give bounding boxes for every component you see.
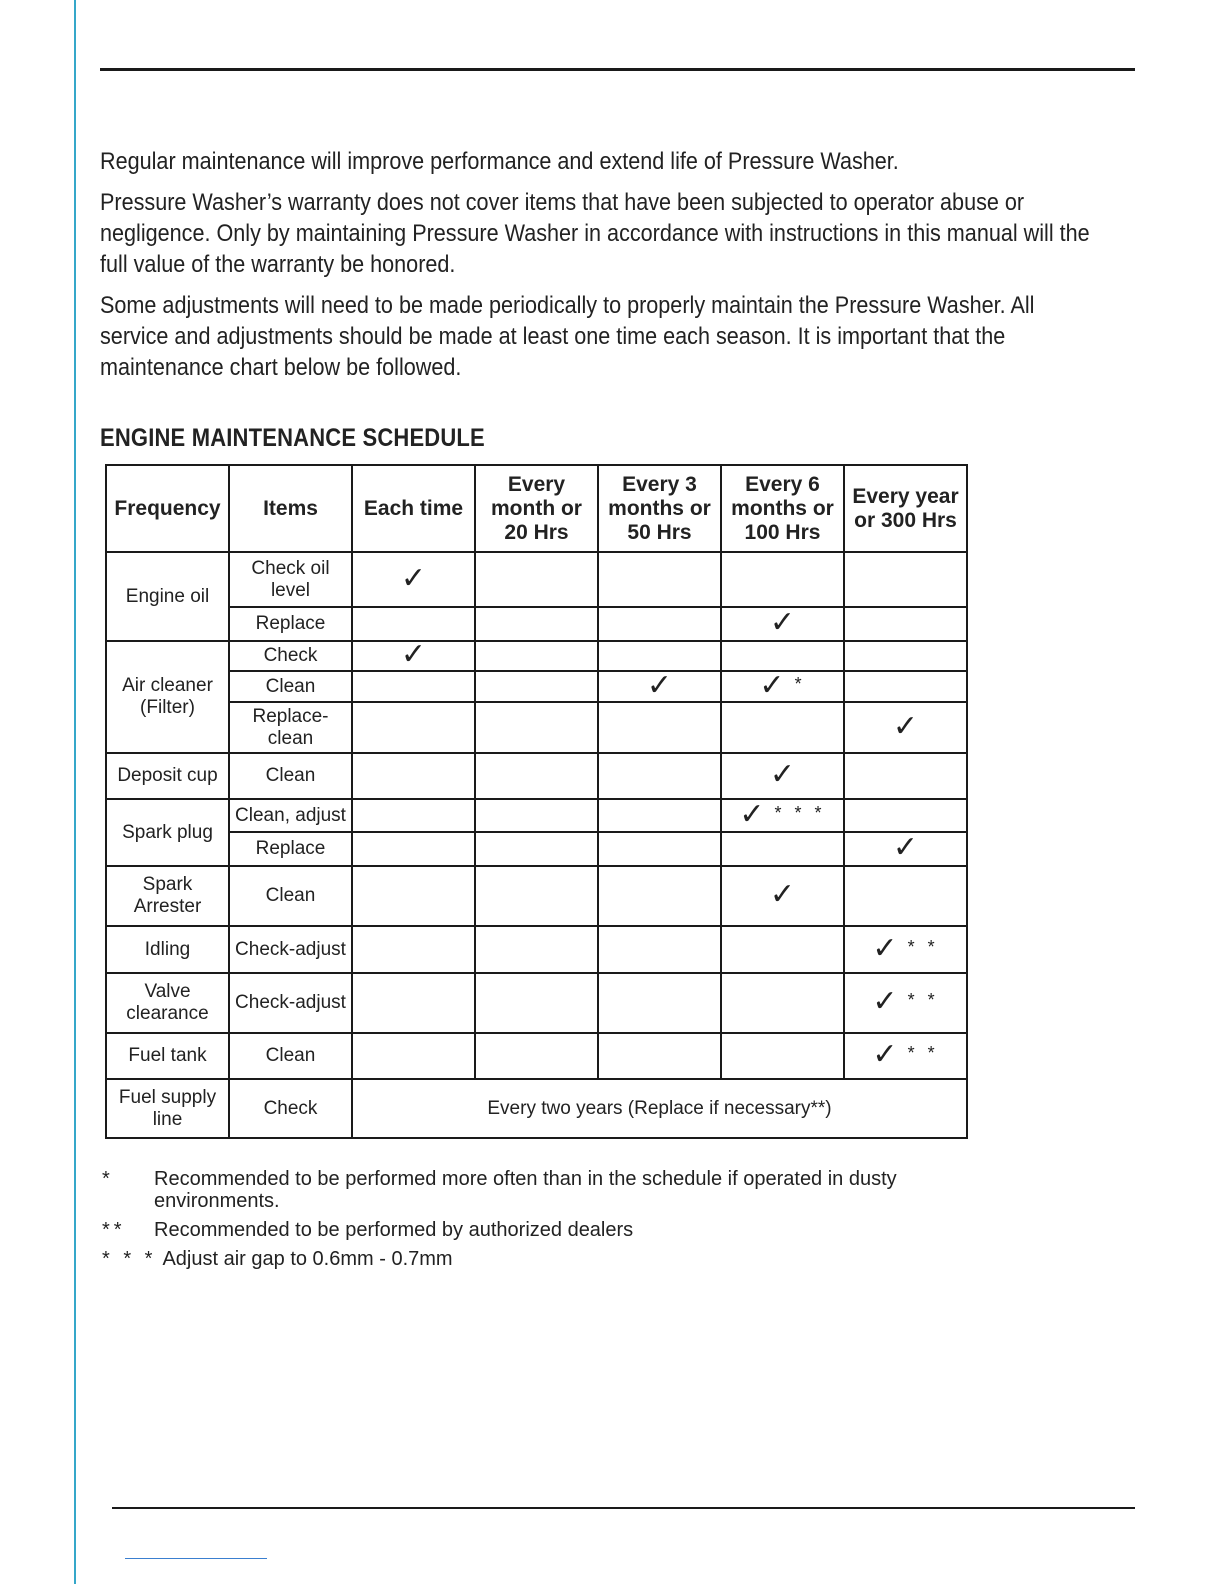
table-row	[106, 641, 967, 671]
table-row	[106, 926, 967, 973]
checkmark-icon: ✓	[892, 708, 919, 744]
check-cell	[352, 641, 475, 671]
table-row	[106, 832, 967, 866]
group-deposit-cup: Deposit cup	[106, 753, 229, 799]
checkmark-icon: ✓	[400, 560, 427, 596]
footnotes	[102, 1168, 922, 1277]
checkmark-icon: ✓	[759, 671, 785, 702]
footnote-3	[102, 1248, 922, 1270]
item-clean-adjust: Clean, adjust	[229, 799, 352, 832]
top-divider	[100, 68, 1135, 71]
item-check-oil-level: Check oil level	[229, 552, 352, 607]
check-cell	[721, 866, 844, 926]
table-row	[106, 1079, 967, 1138]
checkmark-icon: ✓	[872, 984, 898, 1019]
checkmark-icon: ✓	[739, 799, 765, 832]
check-cell	[721, 753, 844, 799]
footnote-mark-double: * *	[907, 990, 939, 1010]
group-spark-plug: Spark plug	[106, 799, 229, 866]
item-clean: Clean	[229, 753, 352, 799]
footnote-1	[102, 1168, 922, 1212]
table-row	[106, 552, 967, 607]
checkmark-icon: ✓	[769, 607, 796, 640]
bottom-divider	[112, 1507, 1135, 1509]
group-valve-clearance: Valve clearance	[106, 973, 229, 1033]
table-row	[106, 799, 967, 832]
footnote-mark-double: * *	[907, 1043, 939, 1063]
group-spark-arrester: Spark Arrester	[106, 866, 229, 926]
footnote-mark-triple: * * *	[774, 802, 826, 823]
checkmark-icon: ✓	[872, 930, 898, 966]
item-check: Check	[229, 1079, 352, 1138]
check-cell	[844, 832, 967, 866]
header-every-6-months: Every 6 months or 100 Hrs	[721, 465, 844, 552]
group-fuel-supply-line: Fuel supply line	[106, 1079, 229, 1138]
item-check: Check	[229, 641, 352, 671]
checkmark-icon: ✓	[769, 877, 796, 912]
header-each-time: Each time	[352, 465, 475, 552]
check-cell	[721, 607, 844, 641]
check-cell	[721, 671, 844, 702]
header-every-year: Every year or 300 Hrs	[844, 465, 967, 552]
header-items: Items	[229, 465, 352, 552]
left-margin-rule	[74, 0, 76, 1584]
item-replace: Replace	[229, 607, 352, 641]
group-air-cleaner: Air cleaner (Filter)	[106, 641, 229, 753]
check-cell	[844, 973, 967, 1033]
item-replace: Replace	[229, 832, 352, 866]
footnote-mark-double: * *	[907, 936, 939, 957]
schedule-title: ENGINE MAINTENANCE SCHEDULE	[100, 424, 485, 452]
item-replace-clean: Replace-clean	[229, 702, 352, 753]
header-every-3-months: Every 3 months or 50 Hrs	[598, 465, 721, 552]
footer-link-underline	[125, 1558, 267, 1559]
check-cell	[598, 671, 721, 702]
table-row	[106, 671, 967, 702]
check-cell	[844, 702, 967, 753]
group-fuel-tank: Fuel tank	[106, 1033, 229, 1079]
footnote-symbol: * * *	[102, 1248, 157, 1270]
checkmark-icon: ✓	[400, 641, 427, 671]
footnote-2	[102, 1219, 922, 1241]
intro-text	[100, 146, 1108, 393]
table-row	[106, 866, 967, 926]
check-cell	[844, 926, 967, 973]
intro-paragraph-1: Regular maintenance will improve performance and extend life of Pressure Washer.	[100, 148, 899, 175]
footnote-text: Recommended to be performed more often than in the schedule if operated in dusty environments.	[154, 1168, 897, 1212]
checkmark-icon: ✓	[646, 671, 673, 702]
table-row	[106, 1033, 967, 1079]
header-every-month: Every month or 20 Hrs	[475, 465, 598, 552]
header-frequency: Frequency	[106, 465, 229, 552]
footnote-symbol: *	[102, 1168, 114, 1190]
table-header-row	[106, 465, 967, 552]
item-check-adjust: Check-adjust	[229, 926, 352, 973]
group-idling: Idling	[106, 926, 229, 973]
footnote-text: Recommended to be performed by authorized dealers	[154, 1219, 634, 1241]
maintenance-schedule-table	[105, 464, 968, 1139]
checkmark-icon: ✓	[872, 1037, 898, 1072]
item-clean: Clean	[229, 671, 352, 702]
footnote-mark-single: *	[794, 673, 806, 694]
check-cell	[352, 552, 475, 607]
item-check-adjust: Check-adjust	[229, 973, 352, 1033]
fuel-supply-note: Every two years (Replace if necessary**)	[352, 1079, 967, 1138]
item-clean: Clean	[229, 866, 352, 926]
footnote-symbol: **	[102, 1219, 126, 1241]
item-clean: Clean	[229, 1033, 352, 1079]
footnote-text: Adjust air gap to 0.6mm - 0.7mm	[162, 1248, 453, 1270]
table-row	[106, 973, 967, 1033]
check-cell	[844, 1033, 967, 1079]
table-row	[106, 753, 967, 799]
table-row	[106, 607, 967, 641]
group-engine-oil: Engine oil	[106, 552, 229, 641]
intro-paragraph-2: Pressure Washer’s warranty does not cover items that have been subjected to operator abuse or negligence. Only by maintaining Pressure Washer in accordance with instructions in this manual will the full value of the warranty be honored.	[100, 189, 1090, 278]
check-cell	[721, 799, 844, 832]
table-row	[106, 702, 967, 753]
checkmark-icon: ✓	[892, 832, 919, 865]
intro-paragraph-3: Some adjustments will need to be made periodically to properly maintain the Pressure Washer. All service and adjustments should be made at least one time each season. It is important that the maintenance chart below be followed.	[100, 292, 1035, 381]
checkmark-icon: ✓	[769, 757, 796, 792]
